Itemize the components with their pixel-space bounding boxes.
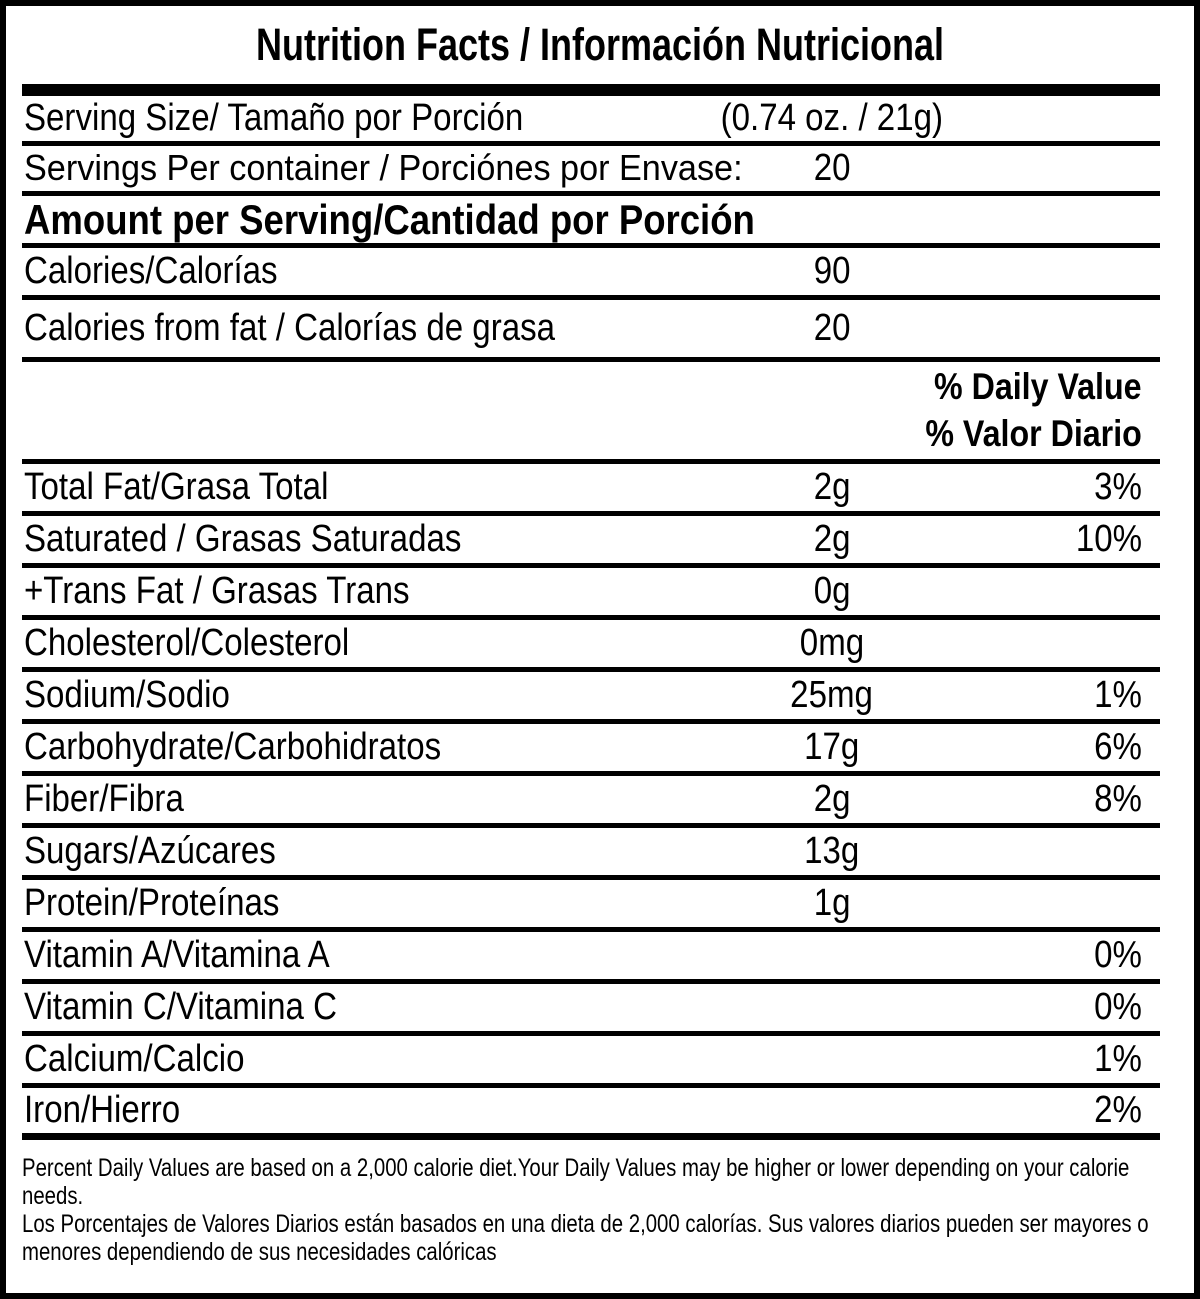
nutrient-amount [582,1038,1082,1081]
nutrient-label: +Trans Fat / Grasas Trans [24,570,410,612]
calories-from-fat-value: 20 [813,307,851,349]
nutrient-amount: 2g [813,518,851,560]
nutrient-daily-value: 10% [1075,518,1142,560]
nutrient-label: Iron/Hierro [24,1089,181,1131]
nutrient-amount: 0mg [799,622,865,664]
nutrient-daily-value: 0% [1094,934,1142,976]
amount-per-serving-header [22,196,1160,248]
servings-per-container-label: Servings Per container / Porciónes por Envase: [24,147,743,188]
nutrient-amount [582,1089,1082,1132]
nutrient-amount: 0g [813,570,851,612]
footnote-es: Los Porcentajes de Valores Diarios están basados en una dieta de 2,000 calorías. Sus valores diarios pueden ser mayores o menores dependiendo de sus necesidades calóricas [22,1210,1149,1266]
nutrient-label: Vitamin C/Vitamina C [24,986,337,1028]
nutrient-row-iron [22,1088,1160,1140]
serving-size-row [22,96,1160,146]
nutrient-amount: 13g [804,830,860,872]
nutrient-row-cholesterol [22,620,1160,672]
footnote-en: Percent Daily Values are based on a 2,000 calorie diet.Your Daily Values may be higher or lower depending on your calorie needs. [22,1154,1130,1210]
nutrient-label: Sodium/Sodio [24,674,230,716]
nutrient-amount: 17g [804,726,860,768]
nutrient-label: Calcium/Calcio [24,1038,245,1080]
label-title: Nutrition Facts / Información Nutricional [255,19,945,70]
nutrient-row-vitamin-c [22,984,1160,1036]
nutrient-row-fiber [22,776,1160,828]
nutrient-amount: 1g [813,882,851,924]
calories-label: Calories/Calorías [24,250,278,292]
nutrient-label: Protein/Proteínas [24,882,280,924]
nutrient-row-sodium [22,672,1160,724]
nutrient-row-vitamin-a [22,932,1160,984]
nutrient-amount: 25mg [790,674,874,716]
nutrient-row-protein [22,880,1160,932]
nutrient-amount: 2g [813,466,851,508]
daily-value-header-es: % Valor Diario [925,412,1142,454]
nutrient-label: Total Fat/Grasa Total [24,466,329,508]
footnote [22,1154,1160,1266]
title-divider-bar [22,84,1160,96]
nutrient-amount: 2g [813,778,851,820]
nutrient-amount [582,934,1082,977]
calories-from-fat-row [22,300,1160,362]
nutrient-row-sugars [22,828,1160,880]
nutrient-row-carbohydrate [22,724,1160,776]
footnote-text [22,1154,1160,1266]
nutrient-row-trans-fat [22,568,1160,620]
nutrient-daily-value: 6% [1094,726,1142,768]
nutrient-label: Fiber/Fibra [24,778,184,820]
nutrient-label: Saturated / Grasas Saturadas [24,518,462,560]
nutrient-daily-value: 1% [1094,1038,1142,1080]
daily-value-header [22,362,1160,464]
nutrient-amount [582,986,1082,1029]
label-rows [22,96,1160,1140]
daily-value-header-en: % Daily Value [934,366,1142,408]
nutrient-row-saturated-fat [22,516,1160,568]
serving-size-value: (0.74 oz. / 21g) [720,97,944,139]
nutrient-label: Vitamin A/Vitamina A [24,934,330,976]
nutrient-daily-value: 8% [1094,778,1142,820]
amount-per-serving-label: Amount per Serving/Cantidad por Porción [24,195,755,243]
nutrient-daily-value: 2% [1094,1089,1142,1131]
serving-size-label: Serving Size/ Tamaño por Porción [24,97,524,139]
nutrient-label: Sugars/Azúcares [24,830,276,872]
nutrient-label: Cholesterol/Colesterol [24,622,350,664]
calories-row [22,248,1160,300]
label-title-band [6,6,1194,84]
nutrient-label: Carbohydrate/Carbohidratos [24,726,442,768]
calories-from-fat-label: Calories from fat / Calorías de grasa [24,307,556,349]
nutrient-daily-value: 1% [1094,674,1142,716]
nutrient-row-calcium [22,1036,1160,1088]
nutrient-daily-value: 0% [1094,986,1142,1028]
nutrient-row-total-fat [22,464,1160,516]
calories-value: 90 [813,250,851,292]
servings-per-container-value: 20 [813,147,851,189]
servings-per-container-row [22,146,1160,196]
nutrient-daily-value: 3% [1094,466,1142,508]
